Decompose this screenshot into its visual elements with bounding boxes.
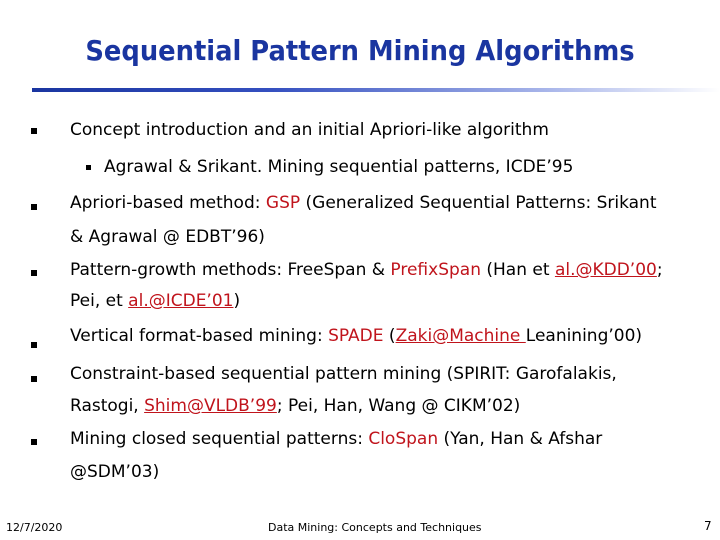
item-text: Rastogi,	[70, 396, 145, 416]
clospan-highlight: CloSpan	[368, 429, 439, 449]
kdd-link[interactable]: al.@KDD’00	[554, 260, 657, 280]
gsp-highlight: GSP	[265, 193, 301, 213]
item-4-text	[70, 326, 642, 346]
zaki-link[interactable]: Zaki@Machine	[395, 326, 526, 346]
item-text: Mining closed sequential patterns:	[70, 429, 369, 449]
item-text: ; Pei, Han, Wang @ CIKM’02)	[276, 396, 521, 416]
item-text: (Han et	[480, 260, 555, 280]
item-3-line-2	[70, 291, 240, 311]
item-text: Concept introduction and an initial Apriori-like algorithm	[70, 120, 549, 140]
item-1-text	[70, 120, 549, 140]
item-text: (	[383, 326, 396, 346]
vldb-link[interactable]: Shim@VLDB’99	[144, 396, 277, 416]
item-1-sub-text	[104, 157, 573, 177]
item-5-line-1	[70, 364, 617, 384]
bullet	[31, 342, 37, 348]
footer-date: 12/7/2020	[6, 521, 63, 534]
item-text: Pattern-growth methods: FreeSpan &	[70, 260, 391, 280]
bullet	[31, 439, 37, 445]
item-3-line-1	[70, 260, 663, 280]
bullet	[31, 270, 37, 276]
item-text: & Agrawal @ EDBT’96)	[70, 227, 265, 247]
footer-title: Data Mining: Concepts and Techniques	[268, 521, 482, 534]
sub-bullet	[86, 165, 91, 170]
item-text: @SDM’03)	[70, 462, 160, 482]
item-2-line-1	[70, 193, 656, 213]
item-text: (Generalized Sequential Patterns: Srikant	[300, 193, 657, 213]
item-text: Vertical format-based mining:	[70, 326, 329, 346]
bullet	[31, 376, 37, 382]
prefixspan-highlight: PrefixSpan	[390, 260, 481, 280]
item-text: (Yan, Han & Afshar	[438, 429, 603, 449]
item-6-line-1	[70, 429, 602, 449]
title-divider	[32, 88, 720, 92]
bullet	[31, 204, 37, 210]
item-text: Agrawal & Srikant. Mining sequential patterns, ICDE’95	[104, 157, 574, 177]
item-6-line-2	[70, 462, 159, 482]
item-text: Leanining’00)	[525, 326, 643, 346]
item-text: Apriori-based method:	[70, 193, 266, 213]
item-5-line-2	[70, 396, 520, 416]
item-text: Constraint-based sequential pattern mining (SPIRIT: Garofalakis,	[70, 364, 617, 384]
page-number: 7	[704, 519, 712, 533]
item-2-line-2	[70, 227, 265, 247]
bullet	[31, 128, 37, 134]
icde-link[interactable]: al.@ICDE’01	[128, 291, 234, 311]
item-text: Pei, et	[70, 291, 129, 311]
spade-highlight: SPADE	[328, 326, 384, 346]
item-text: ;	[656, 260, 663, 280]
item-text: )	[233, 291, 241, 311]
slide-title: Sequential Pattern Mining Algorithms	[85, 34, 635, 67]
